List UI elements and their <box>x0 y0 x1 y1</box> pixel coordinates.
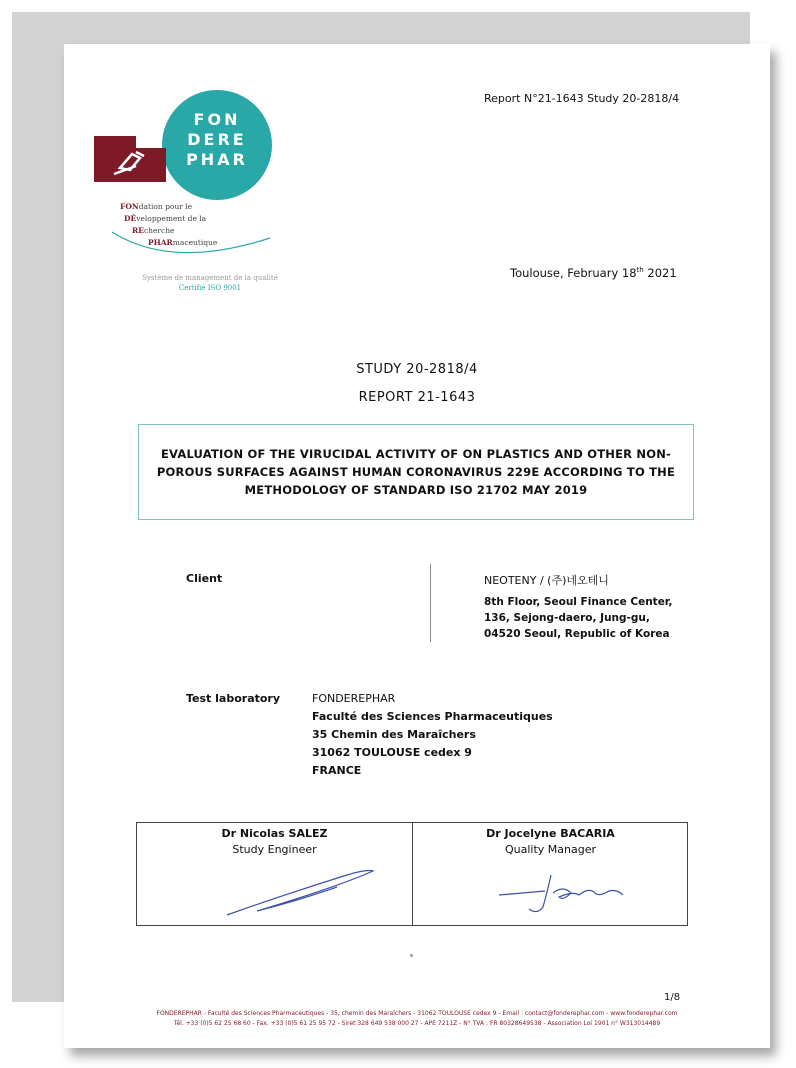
signature-icon <box>137 857 412 923</box>
signature-table <box>136 822 688 926</box>
report-reference: Report N°21-1643 Study 20-2818/4 <box>484 92 680 105</box>
logo-acronym-2: DÉveloppement de la <box>124 214 207 223</box>
signer-name: Dr Nicolas SALEZ <box>221 827 328 840</box>
logo-acronym-3: REcherche <box>132 226 175 235</box>
lab-address-line: FRANCE <box>312 764 362 777</box>
lab-address-line: 31062 TOULOUSE cedex 9 <box>312 746 472 759</box>
fonderephar-logo <box>92 90 312 360</box>
document-page <box>64 44 770 1048</box>
signer-name: Dr Jocelyne BACARIA <box>486 827 615 840</box>
report-title: EVALUATION OF THE VIRUCIDAL ACTIVITY OF ON PLASTICS AND OTHER NON-POROUS SURFACES AGAINST HUMAN CORONAVIRUS 229E ACCORDING TO THE METHODOLOGY OF STANDARD ISO 21702 MAY 2019 <box>156 447 676 497</box>
logo-word-3: PHAR <box>186 150 248 169</box>
divider <box>430 564 431 642</box>
signature-cell-engineer <box>137 823 412 925</box>
signature-icon <box>413 857 688 923</box>
signer-role: Study Engineer <box>232 843 317 856</box>
study-number: STUDY 20-2818/4 <box>356 362 478 377</box>
logo-acronym-4: PHARmaceutique <box>148 238 218 247</box>
lab-address-line: Faculté des Sciences Pharmaceutiques <box>312 710 553 723</box>
logo-word-2: DERE <box>187 130 247 149</box>
signature-cell-quality <box>412 823 688 925</box>
logo-acronym-1: FONdation pour le <box>120 202 193 211</box>
client-label: Client <box>186 572 223 585</box>
client-address-line: 136, Sejong-daero, Jung-gu, <box>484 612 650 624</box>
signer-role: Quality Manager <box>504 843 597 856</box>
logo-word-1: FON <box>193 110 241 129</box>
microscope-icon <box>106 146 162 178</box>
page-number: 1/8 <box>664 992 681 1003</box>
client-address-line: 8th Floor, Seoul Finance Center, <box>484 596 673 608</box>
client-name: NEOTENY / (주)네오테니 <box>484 574 609 587</box>
logo-iso: Certifié ISO 9001 <box>178 284 242 292</box>
lab-name: FONDEREPHAR <box>312 692 396 705</box>
client-address-line: 04520 Seoul, Republic of Korea <box>484 628 670 640</box>
footer-line-1: FONDEREPHAR - Faculté des Sciences Pharmaceutiques - 35, chemin des Maraîchers - 31062 TOULOUSE cedex 9 - Email : contact@fonderephar.com - www.fonderephar.com <box>156 1010 678 1017</box>
logo-arc-icon <box>92 230 302 260</box>
lab-address-line: 35 Chemin des Maraîchers <box>312 728 476 741</box>
footer-line-2: Tél. +33 (0)5 62 25 68 60 - Fax. +33 (0)5 61 25 95 72 - Siret 328 649 538 000 27 - APE 7211Z - N° TVA : FR 80328649538 - Association Loi 1901 n° W313014489 <box>173 1020 661 1027</box>
report-number: REPORT 21-1643 <box>358 390 476 405</box>
place-date: Toulouse, February 18th 2021 <box>510 266 677 280</box>
lab-address <box>312 708 553 780</box>
logo-quality: Système de management de la qualité <box>142 274 278 282</box>
title-box <box>138 424 694 520</box>
lab-label: Test laboratory <box>186 692 281 705</box>
page-mark <box>410 954 413 957</box>
client-address <box>484 594 672 642</box>
